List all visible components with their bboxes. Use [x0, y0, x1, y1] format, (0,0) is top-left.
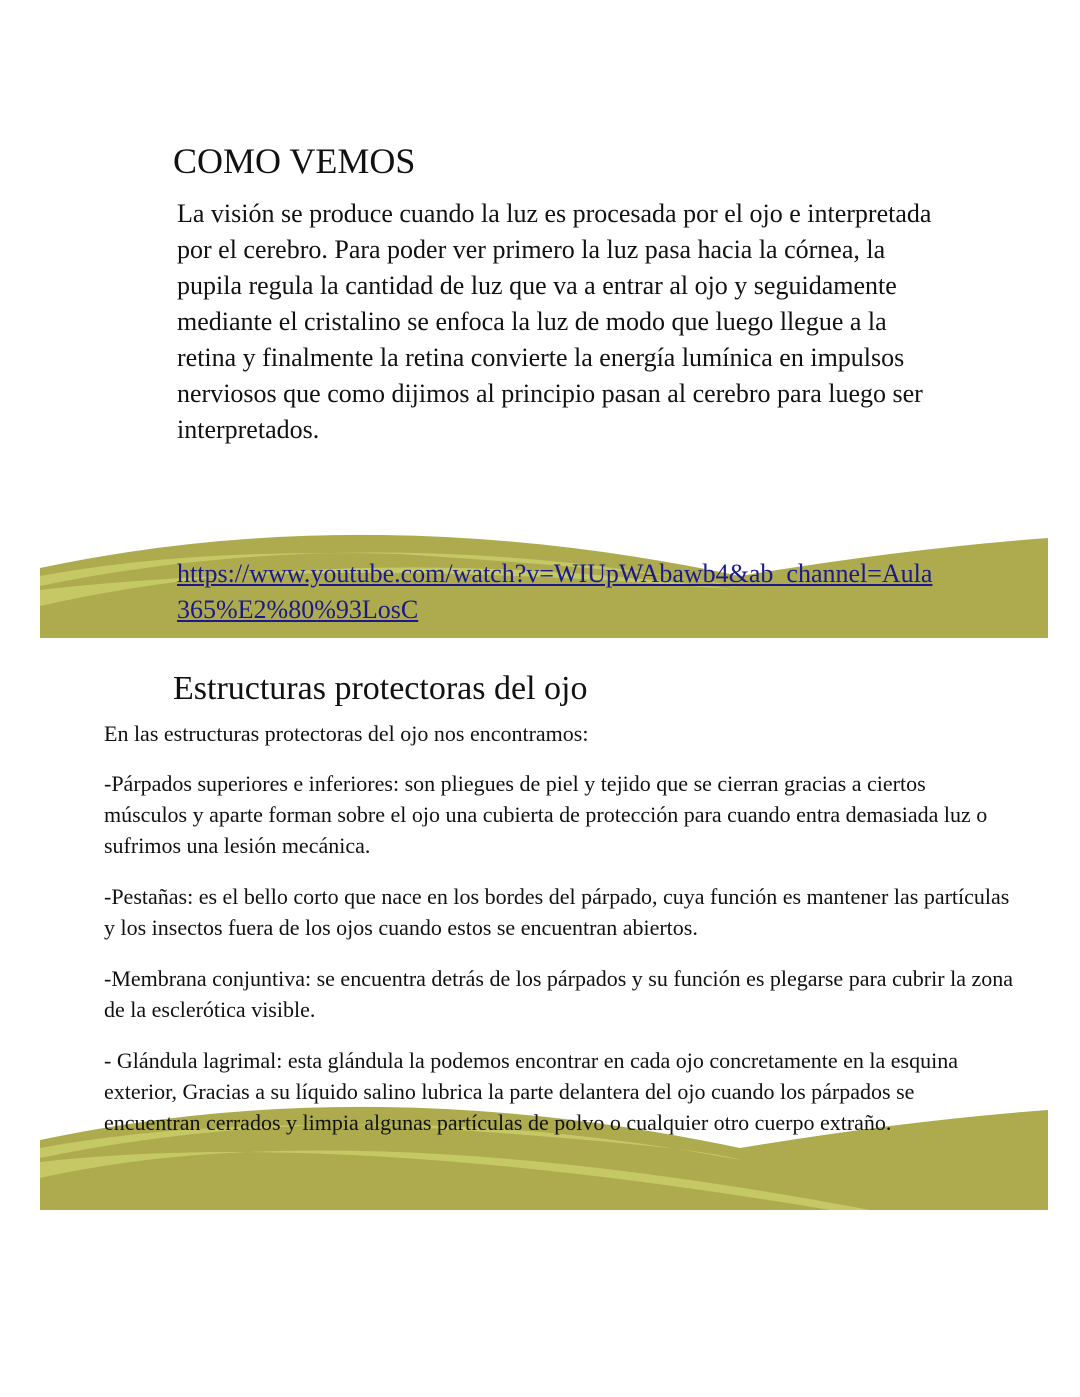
slide-estructuras-protectoras — [40, 640, 1048, 1210]
slide-title: COMO VEMOS — [173, 141, 416, 181]
list-item: -Párpados superiores e inferiores: son pliegues de piel y tejido que se cierran gracias a ciertos músculos y aparte forman sobre el ojo una cubierta de protección para cuando entra demasiada luz o sufrimos una lesión mecánica. — [104, 771, 988, 858]
list-item: -Membrana conjuntiva: se encuentra detrás de los párpados y su función es plegarse para cubrir la zona de la esclerótica visible. — [104, 966, 1013, 1022]
slide-como-vemos — [40, 100, 1048, 638]
slide-title: Estructuras protectoras del ojo — [173, 670, 588, 707]
slide-body — [104, 718, 1014, 1158]
intro-paragraph: En las estructuras protectoras del ojo nos encontramos: — [104, 721, 589, 746]
youtube-link[interactable]: https://www.youtube.com/watch?v=WIUpWAbawb4&ab_channel=Aula365%E2%80%93LosC — [177, 559, 933, 624]
list-item: -Pestañas: es el bello corto que nace en los bordes del párpado, cuya función es mantener las partículas y los insectos fuera de los ojos cuando estos se encuentran abiertos. — [104, 884, 1010, 940]
list-item: - Glándula lagrimal: esta glándula la podemos encontrar en cada ojo concretamente en la esquina exterior, Gracias a su líquido salino lubrica la parte delantera del ojo cuando los párpados se encuentran cerrados y limpia algunas partículas de polvo o cualquier otro cuerpo extraño. — [104, 1048, 958, 1135]
slide-body-text: La visión se produce cuando la luz es procesada por el ojo e interpretada por el cerebro. Para poder ver primero la luz pasa hacia la córnea, la pupila regula la cantidad de luz que va a entrar al ojo y seguidamente mediante el cristalino se enfoca la luz de modo que luego llegue a la retina y finalmente la retina convierte la energía lumínica en impulsos nerviosos que como dijimos al principio pasan al cerebro para luego ser interpretados. — [177, 199, 932, 444]
